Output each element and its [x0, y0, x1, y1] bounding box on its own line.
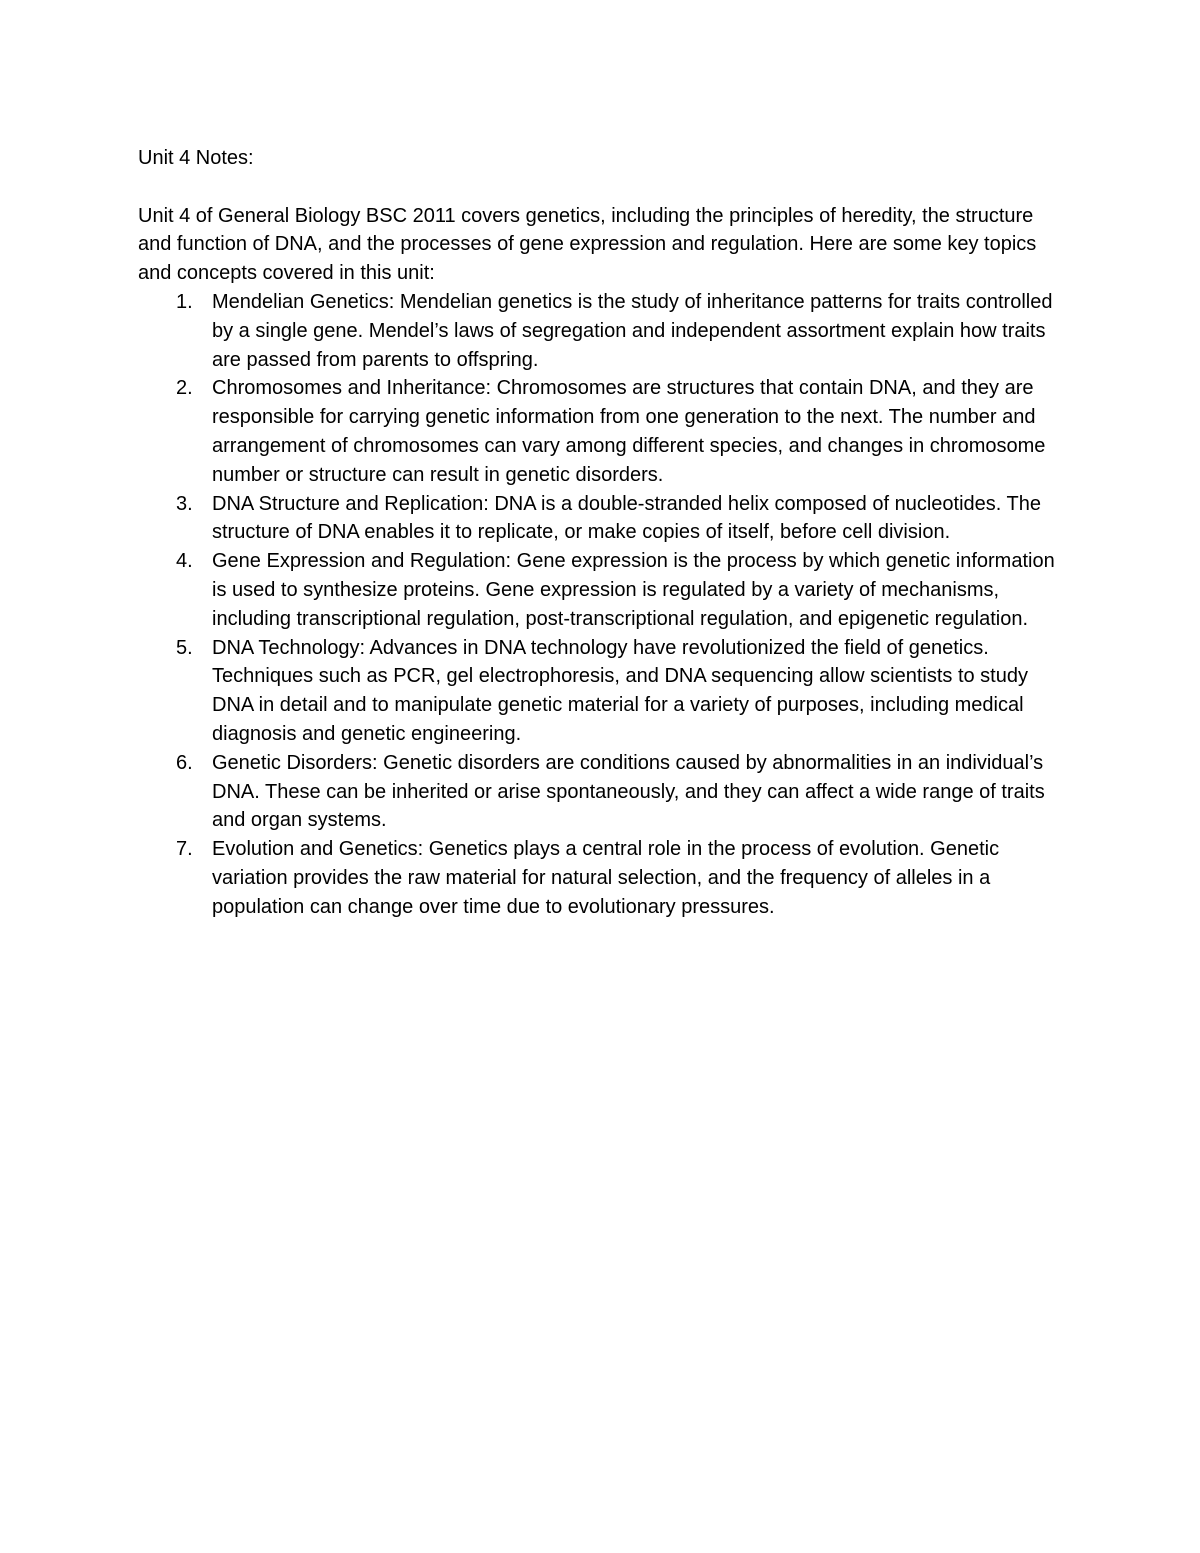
list-item-number: 2. — [176, 377, 193, 400]
document-body — [138, 144, 1068, 922]
list-item-text: DNA Structure and Replication: DNA is a double-stranded helix composed of nucleotides. The structure of DNA enables it to replicate, or make copies of itself, before cell division. — [212, 492, 1041, 544]
list-item-text: Mendelian Genetics: Mendelian genetics is the study of inheritance patterns for traits controlled by a single gene. Mendel’s laws of segregation and independent assortment explain how traits are passed from parents to offspring. — [212, 290, 1053, 371]
list-item-text: Genetic Disorders: Genetic disorders are conditions caused by abnormalities in an individual’s DNA. These can be inherited or arise spontaneously, and they can affect a wide range of traits and organ systems. — [212, 751, 1045, 832]
list-item-number: 3. — [176, 492, 193, 515]
list-item — [138, 288, 1068, 374]
list-item-number: 5. — [176, 636, 193, 659]
list-item-number: 4. — [176, 550, 193, 573]
list-item — [138, 835, 1068, 921]
list-item-number: 1. — [176, 290, 193, 313]
topics-list — [138, 288, 1068, 922]
list-item-number: 6. — [176, 751, 193, 774]
document-heading: Unit 4 Notes: — [138, 147, 254, 169]
list-item — [138, 547, 1068, 633]
list-item — [138, 749, 1068, 835]
list-item-number: 7. — [176, 838, 193, 861]
blank-line — [138, 173, 1068, 202]
list-item — [138, 634, 1068, 749]
list-item-text: Gene Expression and Regulation: Gene expression is the process by which genetic information is used to synthesize proteins. Gene expression is regulated by a variety of mechanisms, including transcriptional regulation, post-transcriptional regulation, and epigenetic regulation. — [212, 550, 1055, 630]
list-item — [138, 374, 1068, 489]
list-item-text: Chromosomes and Inheritance: Chromosomes are structures that contain DNA, and they are responsible for carrying genetic information from one generation to the next. The number and arrangement of chromosomes can vary among different species, and changes in chromosome number or structure can result in genetic disorders. — [212, 377, 1046, 486]
list-item-text: Evolution and Genetics: Genetics plays a central role in the process of evolution. Genetic variation provides the raw material for natural selection, and the frequency of alleles in a population can change over time due to evolutionary pressures. — [212, 838, 1000, 918]
list-item-text: DNA Technology: Advances in DNA technology have revolutionized the field of genetics. Techniques such as PCR, gel electrophoresis, and DNA sequencing allow scientists to study DNA in detail and to manipulate genetic material for a variety of purposes, including medical diagnosis and genetic engineering. — [212, 636, 1028, 745]
list-item — [138, 490, 1068, 548]
intro-paragraph: Unit 4 of General Biology BSC 2011 covers genetics, including the principles of heredity, the structure and function of DNA, and the processes of gene expression and regulation. Here are some key topics and concepts covered in this unit: — [138, 204, 1037, 285]
